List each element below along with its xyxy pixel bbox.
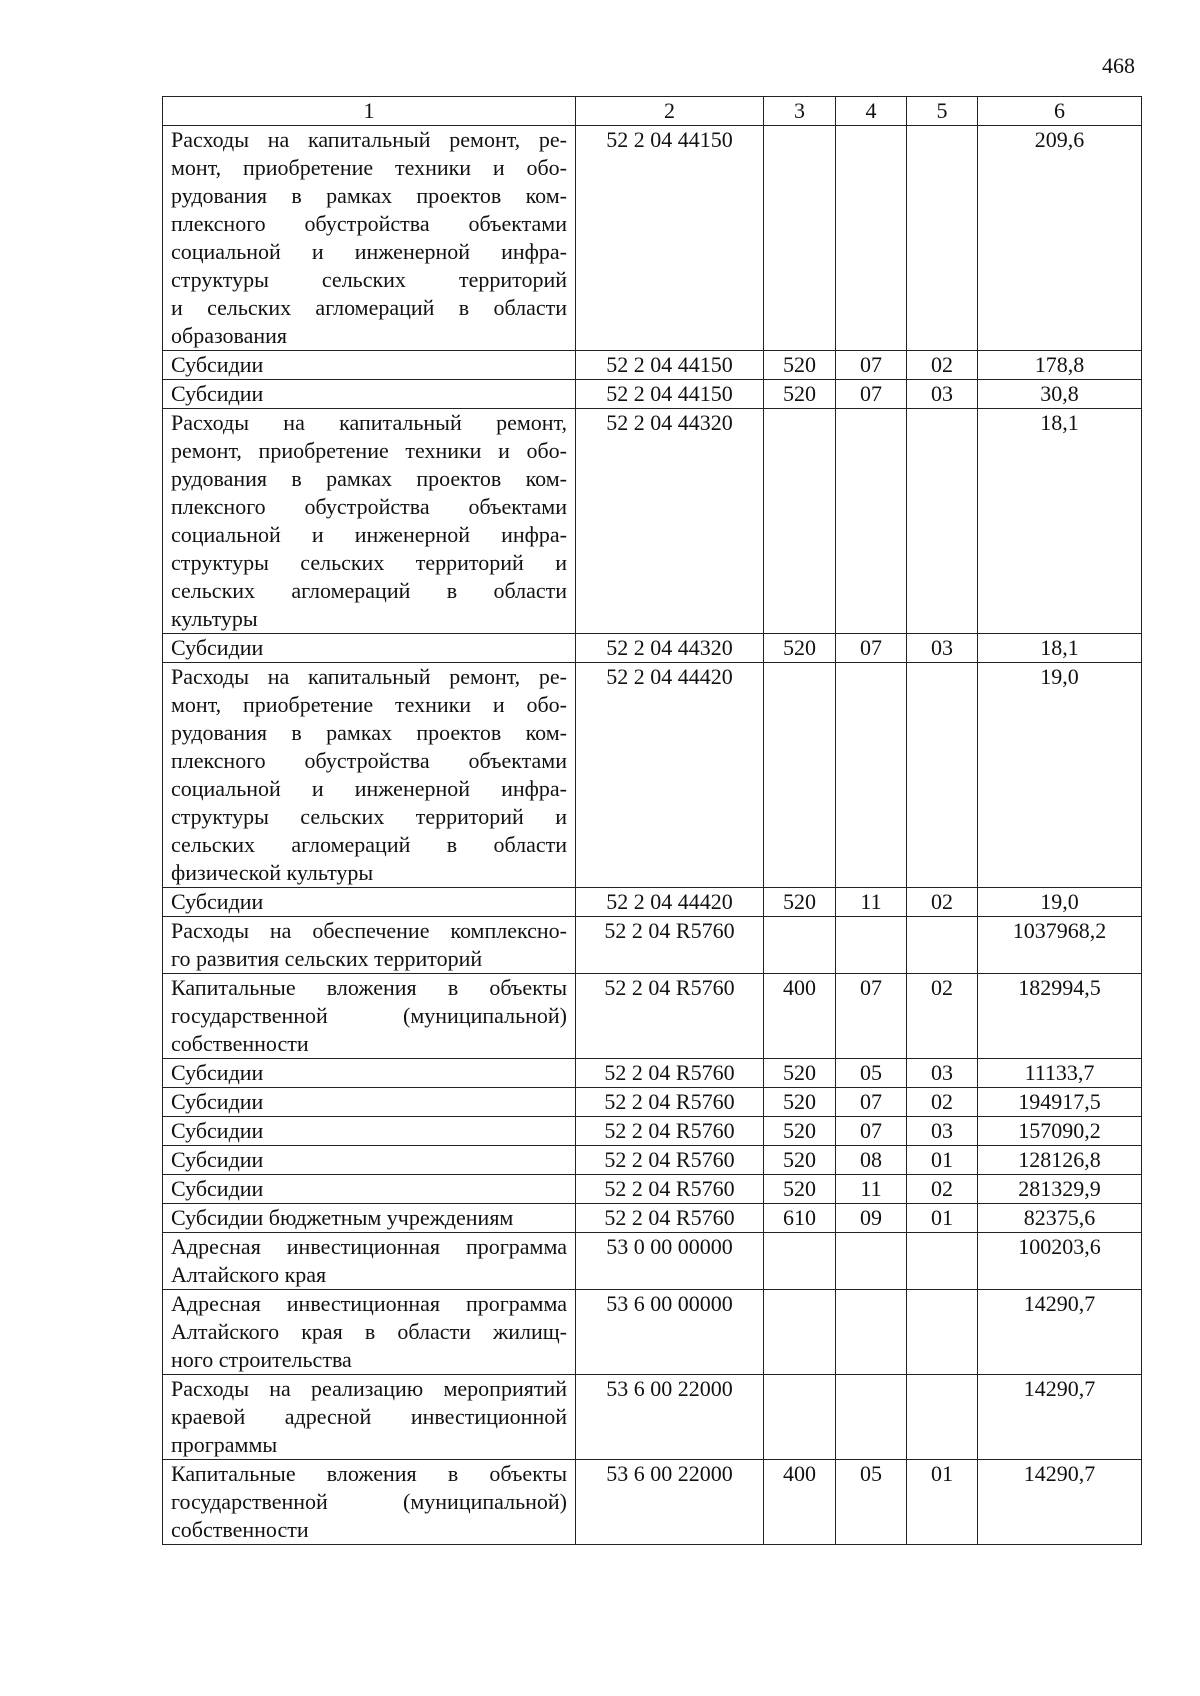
table-row xyxy=(163,380,1142,409)
description-line: Расходы на капитальный ремонт, xyxy=(171,410,567,435)
table-row xyxy=(163,888,1142,917)
description-line: Субсидии xyxy=(171,635,264,660)
row-amount: 1037968,2 xyxy=(978,917,1142,974)
description-line: Капитальные вложения в объекты xyxy=(171,1461,567,1486)
row-description xyxy=(163,1059,576,1088)
row-amount: 82375,6 xyxy=(978,1204,1142,1233)
table-row xyxy=(163,1088,1142,1117)
row-expense-type: 520 xyxy=(764,1088,836,1117)
row-amount: 209,6 xyxy=(978,126,1142,351)
row-target-code: 53 6 00 22000 xyxy=(576,1375,764,1460)
row-subsection: 01 xyxy=(907,1204,978,1233)
row-subsection xyxy=(907,1290,978,1375)
table-row xyxy=(163,974,1142,1059)
row-section: 07 xyxy=(836,974,907,1059)
description-line: Расходы на капитальный ремонт, ре- xyxy=(171,127,567,152)
row-target-code: 52 2 04 R5760 xyxy=(576,1088,764,1117)
row-subsection: 02 xyxy=(907,1088,978,1117)
row-section: 07 xyxy=(836,634,907,663)
description-line: и сельских агломераций в области xyxy=(171,295,567,320)
row-description xyxy=(163,1375,576,1460)
description-line: краевой адресной инвестиционной xyxy=(171,1404,567,1429)
row-description xyxy=(163,917,576,974)
row-subsection: 02 xyxy=(907,888,978,917)
row-expense-type: 520 xyxy=(764,1117,836,1146)
description-line: структуры сельских территорий xyxy=(171,267,567,292)
description-line: Капитальные вложения в объекты xyxy=(171,975,567,1000)
row-target-code: 52 2 04 R5760 xyxy=(576,917,764,974)
description-line: Субсидии xyxy=(171,352,264,377)
row-section: 11 xyxy=(836,1175,907,1204)
row-amount: 18,1 xyxy=(978,409,1142,634)
description-line: программы xyxy=(171,1432,278,1457)
row-section: 05 xyxy=(836,1059,907,1088)
description-line: физической культуры xyxy=(171,860,374,885)
row-section xyxy=(836,1233,907,1290)
row-expense-type: 520 xyxy=(764,380,836,409)
row-amount: 11133,7 xyxy=(978,1059,1142,1088)
description-line: Алтайского края в области жилищ- xyxy=(171,1319,567,1344)
row-target-code: 52 2 04 44150 xyxy=(576,351,764,380)
row-subsection: 03 xyxy=(907,1117,978,1146)
row-section: 09 xyxy=(836,1204,907,1233)
description-line: структуры сельских территорий и xyxy=(171,804,567,829)
row-description xyxy=(163,126,576,351)
row-subsection xyxy=(907,126,978,351)
row-section: 07 xyxy=(836,351,907,380)
row-expense-type: 520 xyxy=(764,634,836,663)
description-line: рудования в рамках проектов ком- xyxy=(171,466,567,491)
description-line: Расходы на капитальный ремонт, ре- xyxy=(171,664,567,689)
row-target-code: 52 2 04 R5760 xyxy=(576,1175,764,1204)
row-subsection: 02 xyxy=(907,1175,978,1204)
table-row xyxy=(163,663,1142,888)
description-line: Субсидии бюджетным учреждениям xyxy=(171,1205,514,1230)
row-description xyxy=(163,351,576,380)
description-line: Субсидии xyxy=(171,1060,264,1085)
row-subsection xyxy=(907,409,978,634)
table-row xyxy=(163,1233,1142,1290)
row-amount: 178,8 xyxy=(978,351,1142,380)
header-col-1: 1 xyxy=(163,97,576,126)
header-col-3: 3 xyxy=(764,97,836,126)
row-amount: 19,0 xyxy=(978,663,1142,888)
row-section: 07 xyxy=(836,380,907,409)
row-expense-type: 520 xyxy=(764,1146,836,1175)
description-line: Субсидии xyxy=(171,1147,264,1172)
row-expense-type xyxy=(764,917,836,974)
row-expense-type xyxy=(764,1290,836,1375)
row-amount: 30,8 xyxy=(978,380,1142,409)
description-line: Субсидии xyxy=(171,1176,264,1201)
row-section: 08 xyxy=(836,1146,907,1175)
description-line: монт, приобретение техники и обо- xyxy=(171,692,567,717)
row-target-code: 53 6 00 00000 xyxy=(576,1290,764,1375)
description-line: собственности xyxy=(171,1031,309,1056)
row-subsection xyxy=(907,663,978,888)
header-col-6: 6 xyxy=(978,97,1142,126)
row-target-code: 53 0 00 00000 xyxy=(576,1233,764,1290)
table-row xyxy=(163,917,1142,974)
row-section xyxy=(836,126,907,351)
row-description xyxy=(163,974,576,1059)
row-description xyxy=(163,1204,576,1233)
row-expense-type: 520 xyxy=(764,1175,836,1204)
row-description xyxy=(163,1175,576,1204)
row-expense-type xyxy=(764,663,836,888)
budget-table xyxy=(162,96,1142,1545)
description-line: Адресная инвестиционная программа xyxy=(171,1291,567,1316)
table-row xyxy=(163,1117,1142,1146)
row-amount: 18,1 xyxy=(978,634,1142,663)
row-target-code: 52 2 04 44150 xyxy=(576,126,764,351)
row-expense-type: 400 xyxy=(764,974,836,1059)
table-row xyxy=(163,1059,1142,1088)
row-expense-type xyxy=(764,1233,836,1290)
row-amount: 14290,7 xyxy=(978,1290,1142,1375)
row-target-code: 52 2 04 44320 xyxy=(576,634,764,663)
row-subsection: 02 xyxy=(907,351,978,380)
row-amount: 281329,9 xyxy=(978,1175,1142,1204)
row-description xyxy=(163,888,576,917)
row-subsection: 03 xyxy=(907,380,978,409)
row-target-code: 52 2 04 R5760 xyxy=(576,1146,764,1175)
table-row xyxy=(163,1175,1142,1204)
table-row xyxy=(163,351,1142,380)
row-subsection: 01 xyxy=(907,1460,978,1545)
header-col-2: 2 xyxy=(576,97,764,126)
description-line: собственности xyxy=(171,1517,309,1542)
row-expense-type xyxy=(764,409,836,634)
header-col-5: 5 xyxy=(907,97,978,126)
row-subsection: 01 xyxy=(907,1146,978,1175)
row-target-code: 53 6 00 22000 xyxy=(576,1460,764,1545)
table-row xyxy=(163,1460,1142,1545)
description-line: Субсидии xyxy=(171,1089,264,1114)
row-target-code: 52 2 04 R5760 xyxy=(576,1059,764,1088)
row-expense-type xyxy=(764,126,836,351)
table-row xyxy=(163,1375,1142,1460)
row-target-code: 52 2 04 44420 xyxy=(576,888,764,917)
row-amount: 194917,5 xyxy=(978,1088,1142,1117)
row-section xyxy=(836,917,907,974)
description-line: ремонт, приобретение техники и обо- xyxy=(171,438,567,463)
description-line: Субсидии xyxy=(171,1118,264,1143)
row-amount: 14290,7 xyxy=(978,1375,1142,1460)
row-description xyxy=(163,663,576,888)
row-subsection: 02 xyxy=(907,974,978,1059)
description-line: плексного обустройства объектами xyxy=(171,748,567,773)
header-row xyxy=(163,97,1142,126)
row-expense-type: 520 xyxy=(764,351,836,380)
row-section: 11 xyxy=(836,888,907,917)
header-col-4: 4 xyxy=(836,97,907,126)
description-line: рудования в рамках проектов ком- xyxy=(171,183,567,208)
row-subsection: 03 xyxy=(907,1059,978,1088)
description-line: плексного обустройства объектами xyxy=(171,211,567,236)
row-section xyxy=(836,1290,907,1375)
row-target-code: 52 2 04 44420 xyxy=(576,663,764,888)
row-expense-type: 610 xyxy=(764,1204,836,1233)
row-expense-type xyxy=(764,1375,836,1460)
description-line: сельских агломераций в области xyxy=(171,578,567,603)
row-target-code: 52 2 04 44150 xyxy=(576,380,764,409)
description-line: Расходы на обеспечение комплексно- xyxy=(171,918,567,943)
row-expense-type: 520 xyxy=(764,1059,836,1088)
description-line: Адресная инвестиционная программа xyxy=(171,1234,567,1259)
row-amount: 100203,6 xyxy=(978,1233,1142,1290)
description-line: плексного обустройства объектами xyxy=(171,494,567,519)
row-description xyxy=(163,634,576,663)
row-description xyxy=(163,1460,576,1545)
description-line: сельских агломераций в области xyxy=(171,832,567,857)
row-description xyxy=(163,1290,576,1375)
row-section: 07 xyxy=(836,1117,907,1146)
row-target-code: 52 2 04 44320 xyxy=(576,409,764,634)
description-line: социальной и инженерной инфра- xyxy=(171,522,567,547)
description-line: культуры xyxy=(171,606,258,631)
row-subsection xyxy=(907,917,978,974)
row-description xyxy=(163,1117,576,1146)
row-expense-type: 400 xyxy=(764,1460,836,1545)
table-row xyxy=(163,1290,1142,1375)
row-amount: 157090,2 xyxy=(978,1117,1142,1146)
description-line: ного строительства xyxy=(171,1347,352,1372)
description-line: социальной и инженерной инфра- xyxy=(171,239,567,264)
description-line: структуры сельских территорий и xyxy=(171,550,567,575)
row-subsection: 03 xyxy=(907,634,978,663)
row-description xyxy=(163,380,576,409)
row-target-code: 52 2 04 R5760 xyxy=(576,1117,764,1146)
row-section xyxy=(836,409,907,634)
row-amount: 128126,8 xyxy=(978,1146,1142,1175)
row-target-code: 52 2 04 R5760 xyxy=(576,1204,764,1233)
table-row xyxy=(163,126,1142,351)
row-amount: 14290,7 xyxy=(978,1460,1142,1545)
table-row xyxy=(163,634,1142,663)
page-number: 468 xyxy=(1102,53,1135,78)
table-row xyxy=(163,1146,1142,1175)
row-amount: 19,0 xyxy=(978,888,1142,917)
row-description xyxy=(163,1233,576,1290)
description-line: государственной (муниципальной) xyxy=(171,1003,567,1028)
row-section: 07 xyxy=(836,1088,907,1117)
row-subsection xyxy=(907,1375,978,1460)
row-section xyxy=(836,1375,907,1460)
description-line: Расходы на реализацию мероприятий xyxy=(171,1376,567,1401)
row-description xyxy=(163,409,576,634)
description-line: образования xyxy=(171,323,288,348)
row-description xyxy=(163,1146,576,1175)
table-row xyxy=(163,1204,1142,1233)
description-line: Субсидии xyxy=(171,889,264,914)
table-row xyxy=(163,409,1142,634)
row-amount: 182994,5 xyxy=(978,974,1142,1059)
description-line: Субсидии xyxy=(171,381,264,406)
row-section: 05 xyxy=(836,1460,907,1545)
row-expense-type: 520 xyxy=(764,888,836,917)
table-body xyxy=(163,126,1142,1545)
description-line: государственной (муниципальной) xyxy=(171,1489,567,1514)
description-line: го развития сельских территорий xyxy=(171,946,483,971)
row-subsection xyxy=(907,1233,978,1290)
row-section xyxy=(836,663,907,888)
description-line: социальной и инженерной инфра- xyxy=(171,776,567,801)
row-description xyxy=(163,1088,576,1117)
description-line: Алтайского края xyxy=(171,1262,327,1287)
description-line: рудования в рамках проектов ком- xyxy=(171,720,567,745)
description-line: монт, приобретение техники и обо- xyxy=(171,155,567,180)
row-target-code: 52 2 04 R5760 xyxy=(576,974,764,1059)
